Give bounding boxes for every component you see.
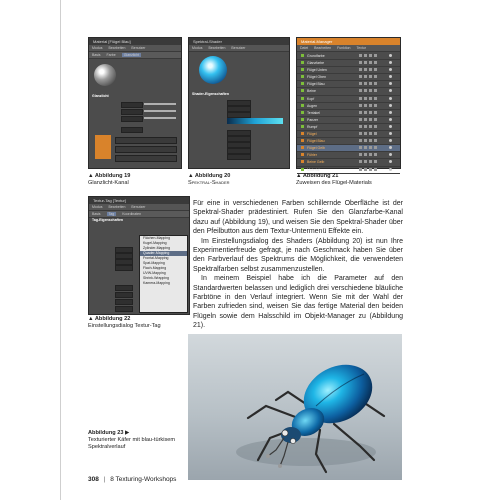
- page-number: 308: [88, 476, 99, 483]
- figure-21-caption: ▲ Abbildung 21 Zuweisen des Flügel-Materials: [296, 173, 372, 186]
- dropdown-option[interactable]: Flächen-Mapping: [143, 236, 171, 240]
- list-item[interactable]: Flügel Unten: [297, 67, 400, 74]
- layer-icon: [301, 125, 304, 128]
- material-tags: [359, 118, 379, 121]
- figure-20-title: Spektral-Shader: [189, 38, 289, 45]
- tag-icon: [389, 118, 392, 121]
- beetle-eye: [282, 430, 288, 436]
- tag-icon: [389, 125, 392, 128]
- material-tags: [359, 125, 379, 128]
- figure-21-menu: Datei Bearbeiten Funktion Textur: [297, 45, 400, 52]
- dropdown-option[interactable]: Shrink-Wrapping: [143, 276, 170, 280]
- figure-23-render: [188, 334, 402, 480]
- figure-19-menu: Modus Bearbeiten Benutzer: [89, 45, 181, 52]
- paragraph: In meinem Beispiel habe ich die Parameter auf den Standardwerten belassen und lediglich drei verschiedene bläuliche Farbtöne in den Verlauf integriert. Wenn Sie mit der Wahl der Farben zufrieden sind, weisen Sie das fertige Material den beiden Flügeln sowie dem Halsschild im Objekt-Manager zu (Abbildung 21).: [193, 275, 403, 330]
- material-tags: [359, 139, 379, 142]
- material-tags: [359, 160, 379, 163]
- page-footer: [88, 476, 176, 483]
- parameter-field[interactable]: [115, 299, 133, 305]
- dropdown-option[interactable]: UVW-Mapping: [143, 271, 166, 275]
- layer-icon: [301, 160, 304, 163]
- tag-icon: [389, 146, 392, 149]
- list-item[interactable]: Flügel Oben: [297, 74, 400, 81]
- paragraph: Im Einstellungsdialog des Shaders (Abbildung 20) ist nun Ihre Experimentierfreude gefragt, je nach Geschmack haben Sie über den Farbverlauf des Spektrums die Möglichkeit, die verwendeten Spektralfarben selbst zusammenzustellen.: [193, 237, 403, 273]
- tag-icon: [389, 153, 392, 156]
- list-item[interactable]: Fühler: [297, 152, 400, 159]
- material-tags: [359, 153, 379, 156]
- figure-22-screenshot: [88, 196, 190, 315]
- material-preview-sphere: [94, 64, 116, 86]
- layer-icon: [301, 139, 304, 142]
- material-tags: [359, 111, 379, 114]
- dropdown-option[interactable]: Spat-Mapping: [143, 261, 165, 265]
- slider[interactable]: [121, 127, 143, 133]
- list-item[interactable]: Glanzfarbe: [297, 60, 400, 67]
- parameter-field[interactable]: [115, 285, 133, 291]
- figure-19-title: Material [Flügel Blau]: [89, 38, 181, 45]
- material-tags: [359, 68, 379, 71]
- layer-icon: [301, 168, 304, 171]
- figure-19-screenshot: [88, 37, 182, 169]
- dropdown-option[interactable]: Kamera-Mapping: [143, 281, 170, 285]
- material-tags: [359, 61, 379, 64]
- page-edge: [60, 0, 61, 500]
- list-item[interactable]: Material: [297, 167, 400, 174]
- texture-preview: [95, 135, 111, 159]
- dropdown-option[interactable]: Zylinder-Mapping: [143, 246, 171, 250]
- spectral-preview-sphere: [199, 56, 227, 84]
- layer-icon: [301, 132, 304, 135]
- figure-22-section: Tag-Eigenschaften: [92, 218, 124, 222]
- tag-icon: [389, 139, 392, 142]
- figure-19-tabs: Basis Farbe Glanzlicht: [89, 52, 181, 59]
- material-tags: [359, 54, 379, 57]
- figure-19-section: Glanzlicht: [92, 94, 109, 98]
- parameter-field[interactable]: [115, 292, 133, 298]
- material-tags: [359, 168, 379, 171]
- tag-icon: [389, 97, 392, 100]
- figure-23-caption: Abbildung 23 ▶ Texturierter Käfer mit blau-türkisem Spektralverlauf: [88, 430, 176, 450]
- beetle-eye: [290, 438, 295, 443]
- list-item[interactable]: Beine: [297, 88, 400, 95]
- layer-icon: [301, 61, 304, 64]
- slider-fill: [144, 117, 176, 119]
- figure-21-screenshot: [296, 37, 401, 172]
- footer-separator: |: [103, 476, 106, 483]
- layer-icon: [301, 104, 304, 107]
- parameter-field[interactable]: [227, 154, 251, 160]
- material-tags: [359, 89, 379, 92]
- figure-22-title: Textur-Tag [Textur]: [89, 197, 189, 204]
- material-tags: [359, 82, 379, 85]
- layer-icon: [301, 68, 304, 71]
- tag-icon: [389, 104, 392, 107]
- parameter-field[interactable]: [115, 265, 133, 271]
- list-item[interactable]: Beine Gelb: [297, 159, 400, 166]
- list-item[interactable]: Rumpf: [297, 124, 400, 131]
- slider-fill: [144, 110, 176, 112]
- slider-fill: [144, 103, 176, 105]
- parameter-field[interactable]: [115, 306, 133, 312]
- beetle-illustration: [188, 334, 402, 480]
- figure-20-menu: Modus Bearbeiten Benutzer: [189, 45, 289, 52]
- list-item[interactable]: Panzer: [297, 117, 400, 124]
- dropdown-option[interactable]: Kugel-Mapping: [143, 241, 167, 245]
- tag-icon: [389, 160, 392, 163]
- list-item[interactable]: Tentakel: [297, 110, 400, 117]
- figure-20-section: Shader-Eigenschaften: [192, 92, 229, 96]
- texture-field[interactable]: [115, 155, 177, 162]
- list-item[interactable]: Grundfarbe: [297, 53, 400, 60]
- figure-22-menu: Modus Bearbeiten Benutzer: [89, 204, 189, 211]
- figure-22-caption: ▲ Abbildung 22 Einstellungsdialog Textur-Tag: [88, 316, 161, 329]
- material-tags: [359, 104, 379, 107]
- tag-icon: [389, 75, 392, 78]
- dropdown-option[interactable]: Flach-Mapping: [143, 266, 167, 270]
- tag-icon: [389, 54, 392, 57]
- list-item[interactable]: Kopf: [297, 96, 400, 103]
- material-tags: [359, 97, 379, 100]
- slider[interactable]: [121, 109, 143, 115]
- tag-icon: [389, 132, 392, 135]
- tag-icon: [389, 68, 392, 71]
- list-item[interactable]: Flügel Blau: [297, 81, 400, 88]
- tag-icon: [389, 111, 392, 114]
- material-tags: [359, 146, 379, 149]
- texture-field[interactable]: [115, 137, 177, 144]
- chapter-title: 8 Texturing-Workshops: [110, 476, 177, 483]
- figure-20-screenshot: [188, 37, 290, 169]
- figure-19-caption: ▲ Abbildung 19 Glanzlicht-Kanal: [88, 173, 131, 186]
- figure-22-tabs: Basis Tag Koordinaten: [89, 211, 189, 218]
- layer-icon: [301, 54, 304, 57]
- body-text: [193, 199, 403, 331]
- material-tags: [359, 75, 379, 78]
- layer-icon: [301, 111, 304, 114]
- dropdown-option[interactable]: Frontal-Mapping: [143, 256, 169, 260]
- layer-icon: [301, 146, 304, 149]
- list-item[interactable]: Flügel: [297, 131, 400, 138]
- layer-icon: [301, 97, 304, 100]
- spectrum-gradient[interactable]: [227, 118, 283, 124]
- dropdown-option[interactable]: Quader-Mapping: [140, 251, 187, 256]
- layer-icon: [301, 82, 304, 85]
- slider[interactable]: [121, 102, 143, 108]
- tag-icon: [389, 168, 392, 171]
- paragraph: Für eine in verschiedenen Farben schillernde Oberfläche ist der Spektral-Shader prädestiniert. Rufen Sie den Glanzfarbe-Kanal dazu auf (Abbildung 19), und weisen Sie den Spektral-Shader über den Pfeilbutton aus dem Textur-Untermenü Effekte ein.: [193, 200, 403, 236]
- list-item[interactable]: Flügel Blau: [297, 138, 400, 145]
- layer-icon: [301, 89, 304, 92]
- tag-icon: [389, 89, 392, 92]
- layer-icon: [301, 153, 304, 156]
- texture-field[interactable]: [115, 146, 177, 153]
- slider[interactable]: [121, 116, 143, 122]
- tag-icon: [389, 82, 392, 85]
- material-tags: [359, 132, 379, 135]
- figure-21-title: Material-Manager: [297, 38, 400, 45]
- projection-dropdown[interactable]: [139, 235, 188, 313]
- list-item[interactable]: Augen: [297, 103, 400, 110]
- tag-icon: [389, 61, 392, 64]
- layer-icon: [301, 118, 304, 121]
- layer-icon: [301, 75, 304, 78]
- material-list: [297, 53, 400, 174]
- list-item[interactable]: Flügel Gelb: [297, 145, 400, 152]
- figure-20-caption: ▲ Abbildung 20 Spektral-Shader: [188, 173, 231, 186]
